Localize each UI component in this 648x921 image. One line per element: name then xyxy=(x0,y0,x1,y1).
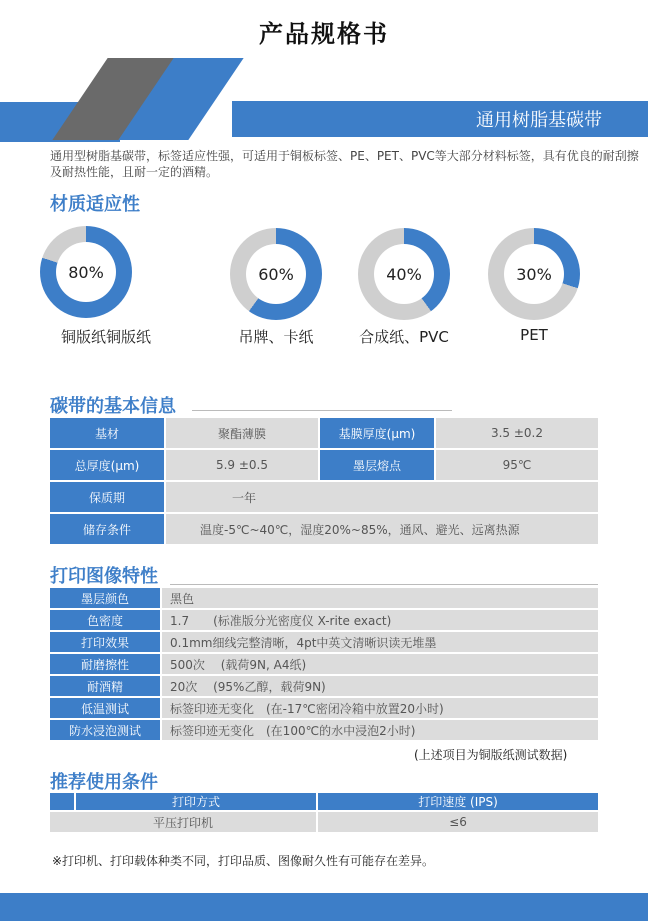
print-key: 打印效果 xyxy=(50,632,160,652)
donut-chart-3 xyxy=(358,228,450,320)
section-title-conditions: 推荐使用条件 xyxy=(50,772,158,793)
footer-band xyxy=(0,893,648,921)
print-value: 标签印迹无变化 (在100℃的水中浸泡2小时) xyxy=(162,720,598,740)
print-key: 色密度 xyxy=(50,610,160,630)
donut-1-value: 80% xyxy=(56,242,116,302)
cond-method-value: 平压打印机 xyxy=(50,812,316,832)
print-value: 标签印迹无变化 (在-17℃密闭冷箱中放置20小时) xyxy=(162,698,598,718)
table-row xyxy=(50,632,598,652)
key-base-thickness: 基膜厚度(μm) xyxy=(320,418,434,448)
print-value: 500次 (载荷9N, A4纸) xyxy=(162,654,598,674)
key-storage: 储存条件 xyxy=(50,514,164,544)
donut-2-label: 吊牌、卡纸 xyxy=(238,328,314,346)
intro-text: 通用型树脂基碳带，标签适应性强，可适用于铜板标签、PE、PET、PVC等大部分材料标签，具有优良的耐刮擦及耐热性能，且耐一定的酒精。 xyxy=(50,149,639,179)
donut-2-value: 60% xyxy=(246,244,306,304)
print-key: 墨层颜色 xyxy=(50,588,160,608)
conditions-table xyxy=(48,791,600,834)
print-key: 耐酒精 xyxy=(50,676,160,696)
print-properties-table xyxy=(48,586,600,742)
key-melting-point: 墨层熔点 xyxy=(320,450,434,480)
table-row xyxy=(50,698,598,718)
key-shelf-life: 保质期 xyxy=(50,482,164,512)
product-banner xyxy=(232,101,648,137)
print-key: 防水浸泡测试 xyxy=(50,720,160,740)
print-value: 0.1mm细线完整清晰，4pt中英文清晰识读无堆墨 xyxy=(162,632,598,652)
donut-3-value: 40% xyxy=(374,244,434,304)
print-value: 黑色 xyxy=(162,588,598,608)
test-note: (上述项目为铜版纸测试数据) xyxy=(414,748,568,762)
section-rule xyxy=(170,584,598,585)
val-base: 聚酯薄膜 xyxy=(166,418,318,448)
print-value: 1.7 (标准版分光密度仪 X-rite exact) xyxy=(162,610,598,630)
section-title-material: 材质适应性 xyxy=(50,194,140,215)
print-value: 20次 (95%乙醇，载荷9N) xyxy=(162,676,598,696)
product-name: 通用树脂基碳带 xyxy=(476,110,602,131)
val-melting-point: 95℃ xyxy=(436,450,598,480)
key-total-thickness: 总厚度(μm) xyxy=(50,450,164,480)
table-row xyxy=(50,654,598,674)
donut-chart-1 xyxy=(40,226,132,318)
footnote: ※打印机、打印载体种类不同，打印品质、图像耐久性有可能存在差异。 xyxy=(52,854,435,868)
section-rule xyxy=(192,410,452,411)
donut-chart-4 xyxy=(488,228,580,320)
section-title-basic: 碳带的基本信息 xyxy=(50,396,176,417)
table-row xyxy=(50,720,598,740)
key-base: 基材 xyxy=(50,418,164,448)
val-base-thickness: 3.5 ±0.2 xyxy=(436,418,598,448)
donut-4-value: 30% xyxy=(504,244,564,304)
table-row xyxy=(50,610,598,630)
section-title-print: 打印图像特性 xyxy=(50,566,158,587)
basic-info-table xyxy=(48,416,600,546)
donut-3-label: 合成纸、PVC xyxy=(359,328,449,346)
cond-header-method: 打印方式 xyxy=(76,793,316,810)
table-row xyxy=(50,676,598,696)
print-key: 耐磨擦性 xyxy=(50,654,160,674)
val-shelf-life: 一年 xyxy=(166,482,598,512)
donut-chart-2 xyxy=(230,228,322,320)
cond-header-spacer xyxy=(50,793,74,810)
val-total-thickness: 5.9 ±0.5 xyxy=(166,450,318,480)
donut-4-label: PET xyxy=(520,326,548,344)
page-title: 产品规格书 xyxy=(259,20,389,48)
val-storage: 温度-5℃~40℃，湿度20%~85%，通风、避光、远离热源 xyxy=(166,514,598,544)
cond-speed-value: ≤6 xyxy=(318,812,598,832)
cond-header-speed: 打印速度 (IPS) xyxy=(318,793,598,810)
donut-1-label: 铜版纸铜版纸 xyxy=(60,328,151,346)
print-key: 低温测试 xyxy=(50,698,160,718)
table-row xyxy=(50,588,598,608)
